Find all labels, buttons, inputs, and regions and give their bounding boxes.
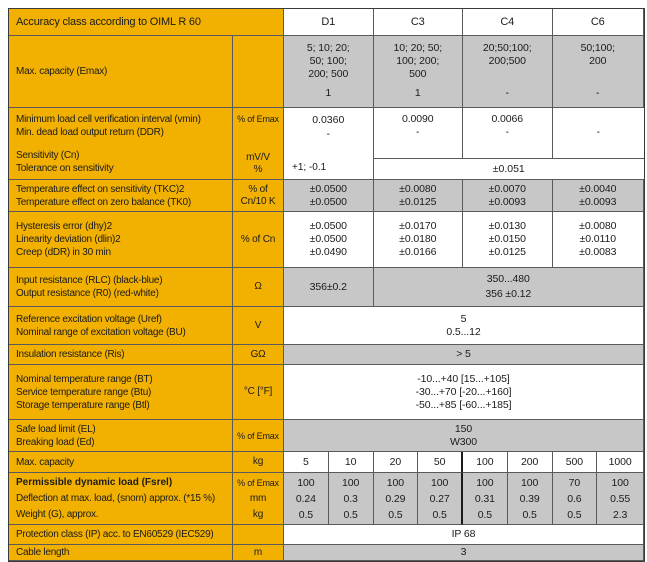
unit-mvv: mV/V [246,152,270,163]
col-header-c3: C3 [374,9,464,36]
fsrel-label: Permissible dynamic load (Fsrel) [16,477,173,488]
excitation-value-merged: 5 0.5...12 [284,307,644,345]
row-protection-class [9,525,644,545]
capacity-value: 500 [553,452,598,473]
row-temperature-ranges [9,365,644,420]
excitation-labels [9,307,233,345]
tk-value-c6: ±0.0040 ±0.0093 [553,180,645,212]
emax-values-c3: 10; 20; 50; 100; 200; 500 1 [374,36,464,108]
insulation-value-merged: > 5 [284,345,644,365]
resistance-labels [9,268,233,307]
hyst-labels [9,212,233,268]
sensitivity-d1: +1; -0.1 [292,162,327,173]
emax-values-c6: 50;100; 200 - [553,36,645,108]
tk-labels [9,180,233,212]
row-hysteresis-linearity-creep [9,212,644,268]
dynamic-load-col: 100 0.29 0.5 [374,473,419,525]
output-resistance-label: Output resistance (R0) (red-white) [16,288,159,299]
dynamic-load-unit-cell [233,473,284,525]
row-temperature-effects [9,180,644,212]
dynamic-load-col: 100 0.31 0.5 [463,473,508,525]
capacity-value: 50 [418,452,463,473]
temp-range-value-merged: -10...+40 [15...+105] -30...+70 [-20...+160] -50...+85 [-60...+185] [284,365,644,420]
protection-label-cell [9,525,233,545]
vmin-value-d1: 0.0360 - +1; -0.1 [284,108,374,180]
insulation-label: Insulation resistance (Ris) [16,349,125,360]
tk-value-c3: ±0.0080 ±0.0125 [374,180,464,212]
row-cable-length [9,545,644,561]
accuracy-class-title: Accuracy class according to OIML R 60 [9,9,284,36]
row-vmin-sensitivity [9,108,644,180]
insulation-label-cell [9,345,233,365]
emax-lc-c6: - [596,87,600,99]
insulation-unit-cell: GΩ [233,345,284,365]
cable-label-cell [9,545,233,561]
maxcap-kg-unit-cell: kg [233,452,284,473]
hyst-value-d1: ±0.0500 ±0.0500 ±0.0490 [284,212,374,268]
safe-load-label: Safe load limit (EL) [16,423,96,435]
emax-values-d1: 5; 10; 20; 50; 100; 200; 500 1 [284,36,374,108]
breaking-load-label: Breaking load (Ed) [16,436,95,448]
protection-unit-cell [233,525,284,545]
row-dynamic-load [9,473,644,525]
emax-unit-cell [233,36,284,108]
capacity-value: 10 [329,452,374,473]
vmin-unit-cell [233,108,284,180]
capacity-value: 20 [374,452,419,473]
emax-lc-c4: - [505,87,509,99]
emax-lc-d1: 1 [325,87,332,99]
protection-label: Protection class (IP) acc. to EN60529 (IEC529) [16,529,214,540]
vmin-right-area [374,108,645,180]
row-max-capacity-emax [9,36,644,108]
emax-label: Max. capacity (Emax) [9,36,233,108]
load-cell-spec-table [8,8,645,562]
bt-label: Nominal temperature range (BT) [16,373,153,385]
hysteresis-label: Hysteresis error (dhy)2 [16,221,112,232]
cable-label: Cable length [16,547,70,558]
maxcap-kg-label-cell [9,452,233,473]
hyst-unit-cell: % of Cn [233,212,284,268]
vmin-label: Minimum load cell verification interval (vmin) [16,114,201,125]
row-safe-load [9,420,644,452]
row-insulation-resistance [9,345,644,365]
resistance-value-merged: 350...480 356 ±0.12 [374,268,645,307]
unit-pct-emax: % of Emax [237,114,279,124]
protection-value-merged: IP 68 [284,525,644,545]
linearity-label: Linearity deviation (dlin)2 [16,234,121,245]
dynamic-load-col: 100 0.27 0.5 [418,473,463,525]
unit-pct: % [253,164,263,175]
vmin-labels [9,108,233,180]
dynamic-load-col: 100 0.24 0.5 [284,473,329,525]
dynamic-load-col: 100 0.39 0.5 [508,473,553,525]
deflection-label: Deflection at max. load, (snom) approx. (*15 %) [16,493,215,504]
tk-value-c4: ±0.0070 ±0.0093 [463,180,553,212]
unit-mm: mm [249,493,267,504]
ddr-label: Min. dead load output return (DDR) [16,127,164,138]
safe-load-value-merged: 150 W300 [284,420,644,452]
safe-load-labels [9,420,233,452]
vmin-value-c3: 0.0090 - [374,108,464,158]
col-header-c6: C6 [553,9,645,36]
col-header-d1: D1 [284,9,374,36]
btl-label: Storage temperature range (Btl) [16,399,150,411]
tk0-label: Temperature effect on zero balance (TK0) [16,196,191,208]
hyst-value-c3: ±0.0170 ±0.0180 ±0.0166 [374,212,464,268]
tk-value-d1: ±0.0500 ±0.0500 [284,180,374,212]
tk-unit-cell: % of Cn/10 K [233,180,284,212]
btu-label: Service temperature range (Btu) [16,386,152,398]
col-header-c4: C4 [463,9,553,36]
row-resistance [9,268,644,307]
row-max-capacity-kg [9,452,644,473]
hyst-value-c4: ±0.0130 ±0.0150 ±0.0125 [463,212,553,268]
tkc-label: Temperature effect on sensitivity (TKC)2 [16,183,185,195]
temp-range-labels [9,365,233,420]
unit-pct-emax: % of Emax [237,478,279,488]
hyst-value-c6: ±0.0080 ±0.0110 ±0.0083 [553,212,645,268]
bu-label: Nominal range of excitation voltage (BU) [16,326,186,338]
temp-range-unit-cell: °C [°F] [233,365,284,420]
creep-label: Creep (dDR) in 30 min [16,247,111,258]
weight-label: Weight (G), approx. [16,509,99,520]
maxcap-kg-label: Max. capacity [16,456,74,468]
dynamic-load-col: 100 0.55 2.3 [597,473,644,525]
dynamic-load-col: 70 0.6 0.5 [553,473,598,525]
capacity-value: 200 [508,452,553,473]
safe-load-unit-cell: % of Emax [233,420,284,452]
dynamic-load-col: 100 0.3 0.5 [329,473,374,525]
capacity-value: 100 [463,452,508,473]
unit-kg: kg [252,509,264,520]
resistance-value-d1: 356±0.2 [284,268,374,307]
capacity-value: 5 [284,452,329,473]
emax-values-c4: 20;50;100; 200;500 - [463,36,553,108]
excitation-unit-cell: V [233,307,284,345]
input-resistance-label: Input resistance (RLC) (black-blue) [16,275,163,286]
resistance-unit-cell: Ω [233,268,284,307]
row-accuracy-header [9,9,644,36]
uref-label: Reference excitation voltage (Uref) [16,313,162,325]
capacity-value: 1000 [597,452,644,473]
cable-unit-cell: m [233,545,284,561]
vmin-value-c4: 0.0066 - [463,108,553,158]
vmin-value-c6: - [553,108,645,158]
tolerance-label: Tolerance on sensitivity [16,163,114,174]
dynamic-load-labels [9,473,233,525]
row-excitation-voltage [9,307,644,345]
tolerance-merged-value: ±0.051 [374,158,645,179]
sensitivity-label: Sensitivity (Cn) [16,150,80,161]
cable-value-merged: 3 [284,545,644,561]
emax-lc-c3: 1 [414,87,421,99]
